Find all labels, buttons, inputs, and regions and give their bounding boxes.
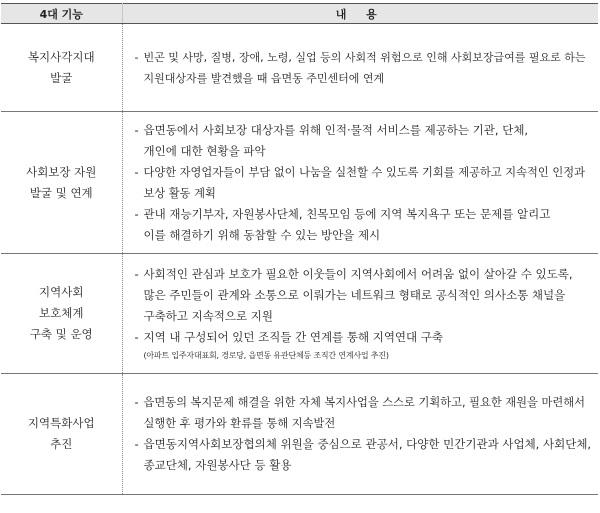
bullet-item xyxy=(135,434,593,476)
function-label-line: 발굴 및 연계 xyxy=(29,185,93,200)
function-label-line: 지역사회 xyxy=(39,285,84,299)
function-label-line: 발굴 xyxy=(50,70,73,85)
function-cell xyxy=(1,112,122,254)
item-text: 사회적인 관심과 보호가 필요한 이웃들이 지역사회에서 어려움 없이 살아갈 수 있도록, xyxy=(143,266,573,281)
item-text: 종교단체, 자원봉사단 등 활용 xyxy=(143,458,292,472)
bullet-item xyxy=(135,204,593,246)
header-function: 4대 기능 xyxy=(1,4,122,24)
content-cell xyxy=(122,254,598,374)
bullet-dash: - xyxy=(134,165,139,179)
bullet-item xyxy=(135,327,593,348)
bullet-dash: - xyxy=(134,50,139,64)
header-content xyxy=(122,4,598,24)
bullet-item xyxy=(135,47,593,89)
item-text: 보상 활동 계획 xyxy=(143,186,216,200)
item-text: 읍면동지역사회보장협의체 위원을 중심으로 관공서, 다양한 민간기관과 사업체, 사회단체, xyxy=(143,437,592,451)
table-row xyxy=(1,254,598,374)
function-table xyxy=(1,3,598,495)
function-cell xyxy=(1,374,122,495)
bullet-dash: - xyxy=(134,329,139,344)
content-cell xyxy=(122,24,598,112)
item-text: 개인에 대한 현황을 파악 xyxy=(143,143,266,158)
footnote: (아파트 입주자대표회, 경로당, 읍면동 유관단체등 조직간 연계사업 추진) xyxy=(143,350,389,360)
item-text: 이를 해결하기 위해 동참할 수 있는 방안을 제시 xyxy=(143,227,381,242)
content-cell xyxy=(122,374,598,495)
item-text: 많은 주민들이 관계와 소통으로 이뤄가는 네트워크 형태로 공식적인 의사소통 채널을 xyxy=(143,287,566,302)
content-cell xyxy=(122,112,598,254)
function-label-line: 지역특화사업 xyxy=(27,416,95,430)
item-text: 다양한 자영업자들이 부담 없이 나눔을 실천할 수 있도록 기회를 제공하고 지속적인 인정과 xyxy=(143,165,585,179)
item-text: 지역 내 구성되어 있던 조직들 간 연계를 통해 지역연대 구축 xyxy=(143,329,444,344)
item-text: 지원대상자를 발견했을 때 읍면동 주민센터에 연계 xyxy=(143,71,385,85)
table-row xyxy=(1,112,598,254)
function-cell xyxy=(1,24,122,112)
table-header-row xyxy=(1,4,598,24)
header-content-label: 내 용 xyxy=(335,7,385,21)
item-text: 구축하고 지속적으로 지원 xyxy=(143,308,274,323)
function-label-line: 보호체계 xyxy=(39,306,84,320)
item-text: 빈곤 및 사망, 질병, 장애, 노령, 실업 등의 사회적 위험으로 인해 사회보장급여를 필요로 하는 xyxy=(143,50,586,64)
item-text: 관내 재능기부자, 자원봉사단체, 친목모임 등에 지역 복지욕구 또는 문제를 알리고 xyxy=(143,206,551,221)
bullet-item xyxy=(135,120,593,162)
function-label-line: 사회보장 자원 xyxy=(26,164,97,179)
item-text: 읍면동의 복지문제 해결을 위한 자체 복지사업을 스스로 기획하고, 필요한 재원을 마련해서 xyxy=(143,396,585,409)
item-text: 실행한 후 평가와 환류를 통해 지속발전 xyxy=(143,417,336,430)
item-text: 읍면동에서 사회보장 대상자를 위해 인적·물적 서비스를 제공하는 기관, 단체, xyxy=(143,122,529,137)
bullet-dash: - xyxy=(134,122,139,137)
bullet-dash: - xyxy=(134,437,139,451)
function-label-line: 복지사각지대 xyxy=(27,49,95,64)
bullet-item xyxy=(135,392,593,434)
function-cell xyxy=(1,254,122,374)
bullet-dash: - xyxy=(134,266,139,281)
table-row xyxy=(1,24,598,112)
function-label-line: 구축 및 운영 xyxy=(29,327,93,341)
bullet-dash: - xyxy=(134,206,139,221)
table-row xyxy=(1,374,598,495)
bullet-item xyxy=(135,264,593,327)
bullet-item xyxy=(135,162,593,204)
function-label-line: 추진 xyxy=(50,437,73,451)
bullet-dash: - xyxy=(134,396,139,409)
